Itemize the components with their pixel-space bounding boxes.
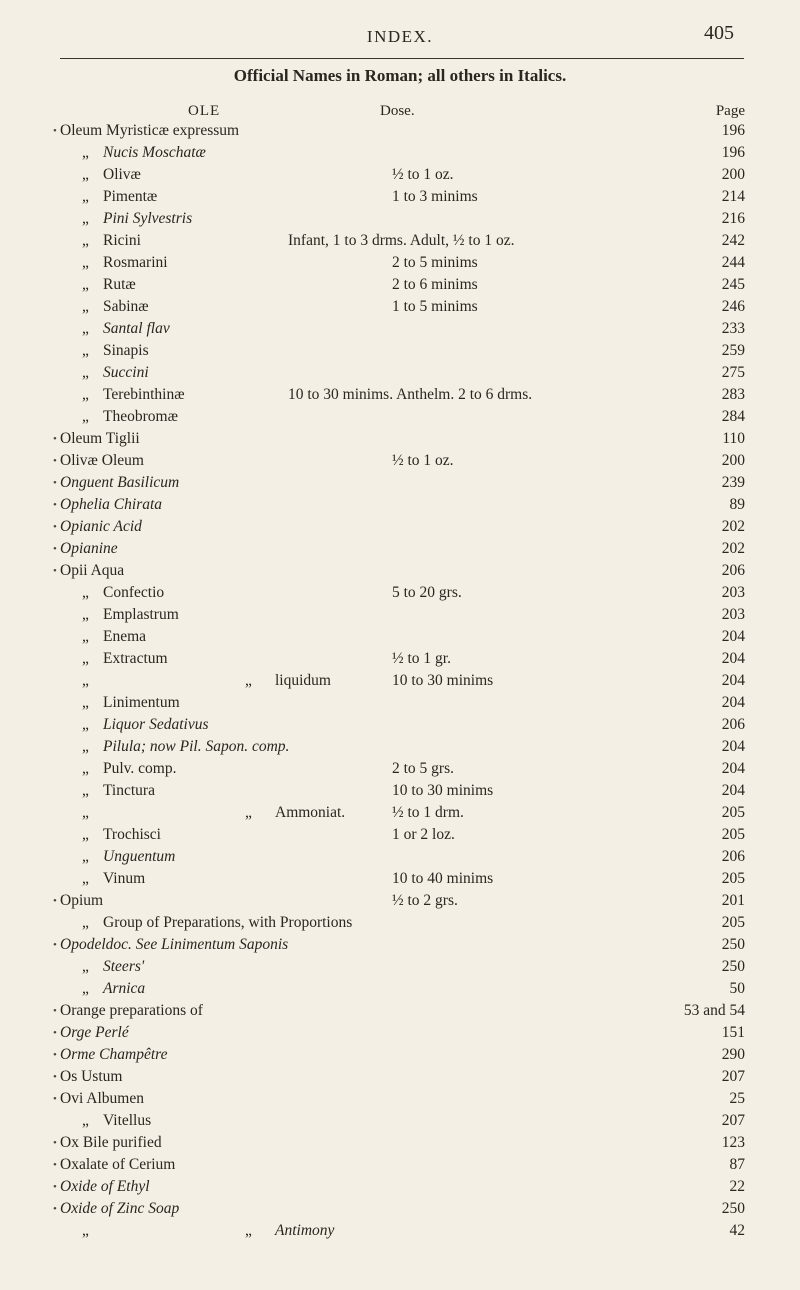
index-entry (50, 670, 745, 692)
ditto-mark: „ (82, 760, 89, 777)
entry-page: 110 (722, 430, 745, 447)
index-entry (50, 1044, 745, 1066)
ditto-mark: „ (82, 254, 89, 271)
ditto-mark: „ (82, 738, 89, 755)
entry-page: 205 (721, 914, 745, 931)
index-entries (50, 120, 745, 1242)
entry-page: 22 (729, 1178, 745, 1195)
ditto-mark: „ (82, 144, 89, 161)
entry-page: 207 (721, 1112, 745, 1129)
entry-name: Pulv. comp. (103, 760, 177, 777)
index-entry (50, 846, 745, 868)
index-entry (50, 1154, 745, 1176)
entry-page: 283 (721, 386, 745, 403)
entry-page: 204 (721, 782, 745, 799)
entry-page: 89 (729, 496, 745, 513)
entry-name: Terebinthinæ (103, 386, 185, 403)
ditto-mark: „ (82, 386, 89, 403)
entry-name: Linimentum (103, 694, 180, 711)
index-entry (50, 538, 745, 560)
entry-page: 204 (721, 628, 745, 645)
index-entry (50, 362, 745, 384)
entry-page: 202 (721, 540, 745, 557)
entry-mark: • (53, 1181, 57, 1193)
entry-page: 50 (729, 980, 745, 997)
entry-page: 239 (721, 474, 745, 491)
entry-dose: ½ to 1 gr. (392, 650, 451, 667)
entry-name: Ophelia Chirata (60, 496, 163, 513)
entry-mark: • (53, 1093, 57, 1105)
entry-name: Opium (60, 892, 104, 909)
entry-name: Oxide of Ethyl (60, 1178, 150, 1195)
entry-name: Pimentæ (103, 188, 158, 205)
index-entry (50, 824, 745, 846)
entry-name: Opii Aqua (60, 562, 125, 579)
index-entry (50, 164, 745, 186)
ditto-mark: „ (82, 958, 89, 975)
entry-dose: 1 or 2 loz. (392, 826, 455, 843)
entry-dose: 10 to 30 minims (392, 782, 494, 799)
index-entry (50, 560, 745, 582)
entry-name: Group of Preparations, with Proportions (103, 914, 353, 931)
entry-page: 203 (721, 606, 745, 623)
entry-name: Orange preparations of (60, 1002, 203, 1019)
entry-name: Os Ustum (60, 1068, 123, 1085)
entry-dose: ½ to 1 drm. (392, 804, 464, 821)
index-entry (50, 934, 745, 956)
entry-mark: • (53, 895, 57, 907)
entry-mark: • (53, 565, 57, 577)
index-entry (50, 120, 745, 142)
entry-name: Olivæ (103, 166, 141, 183)
entry-mark: • (53, 1071, 57, 1083)
ditto-mark: „ (82, 584, 89, 601)
entry-name: Olivæ Oleum (60, 452, 144, 469)
entry-mark: • (53, 433, 57, 445)
index-entry (50, 1000, 745, 1022)
entry-name: Emplastrum (103, 606, 179, 623)
entry-page: 204 (721, 672, 745, 689)
entry-page: 200 (721, 166, 745, 183)
entry-name: Oleum Tiglii (60, 430, 140, 447)
ditto-mark: „ (82, 848, 89, 865)
entry-page: 196 (721, 144, 745, 161)
entry-name: Santal flav (103, 320, 170, 337)
entry-page: 42 (729, 1222, 745, 1239)
index-entry (50, 1066, 745, 1088)
entry-dose: 1 to 5 minims (392, 298, 478, 315)
index-entry (50, 868, 745, 890)
entry-name: Tinctura (103, 782, 155, 799)
entry-name: Theobromæ (103, 408, 178, 425)
entry-dose: Infant, 1 to 3 drms. Adult, ½ to 1 oz. (288, 232, 515, 249)
header-rule (60, 58, 744, 59)
index-entry (50, 648, 745, 670)
entry-page: 87 (729, 1156, 745, 1173)
ditto-mark: „ (82, 672, 89, 689)
entry-name: Pini Sylvestris (103, 210, 193, 227)
entry-name: Ox Bile purified (60, 1134, 162, 1151)
entry-mark: • (53, 455, 57, 467)
ditto-mark: „ (82, 166, 89, 183)
entry-name: Rosmarini (103, 254, 168, 271)
index-entry (50, 1088, 745, 1110)
ditto-mark: „ (82, 980, 89, 997)
index-entry (50, 494, 745, 516)
ditto-mark: „ (82, 716, 89, 733)
entry-mark: • (53, 477, 57, 489)
page-number: 405 (704, 22, 734, 44)
index-entry (50, 1176, 745, 1198)
ditto-mark: „ (82, 606, 89, 623)
ditto-mark: „ (82, 650, 89, 667)
ditto-mark: „ (82, 408, 89, 425)
entry-page: 242 (721, 232, 745, 249)
entry-dose: 2 to 5 grs. (392, 760, 454, 777)
ditto-mark: „ (82, 276, 89, 293)
entry-page: 205 (721, 870, 745, 887)
entry-name: Pilula; now Pil. Sapon. comp. (103, 738, 290, 755)
index-entry (50, 186, 745, 208)
index-entry (50, 1220, 745, 1242)
entry-page: 204 (721, 760, 745, 777)
ditto-mark-secondary: „ (245, 1222, 252, 1239)
entry-name: Confectio (103, 584, 165, 601)
index-entry (50, 450, 745, 472)
entry-name: Opianic Acid (60, 518, 142, 535)
entry-name: Oxide of Zinc Soap (60, 1200, 180, 1217)
entry-name: Oxalate of Cerium (60, 1156, 176, 1173)
entry-page: 214 (721, 188, 745, 205)
entry-page: 216 (721, 210, 745, 227)
index-entry (50, 274, 745, 296)
entry-dose: 5 to 20 grs. (392, 584, 462, 601)
entry-dose: 2 to 5 minims (392, 254, 478, 271)
page-title: INDEX. (366, 27, 434, 46)
entry-page: 25 (729, 1090, 745, 1107)
index-entry (50, 340, 745, 362)
index-entry (50, 230, 745, 252)
entry-dose: ½ to 2 grs. (392, 892, 458, 909)
index-entry (50, 516, 745, 538)
index-entry (50, 318, 745, 340)
entry-name: Sabinæ (103, 298, 149, 315)
index-entry (50, 252, 745, 274)
entry-page: 204 (721, 738, 745, 755)
entry-page: 275 (721, 364, 745, 381)
entry-name: Unguentum (103, 848, 176, 865)
entry-name: liquidum (275, 672, 331, 689)
index-entry (50, 692, 745, 714)
entry-page: 284 (721, 408, 745, 425)
entry-mark: • (53, 1049, 57, 1061)
entry-name: Onguent Basilicum (60, 474, 180, 491)
index-entry (50, 296, 745, 318)
entry-page: 203 (721, 584, 745, 601)
column-head-section: OLE (188, 103, 221, 119)
ditto-mark: „ (82, 826, 89, 843)
legend-line: Official Names in Roman; all others in Italics. (233, 66, 567, 85)
ditto-mark: „ (82, 188, 89, 205)
entry-name: Liquor Sedativus (103, 716, 209, 733)
entry-name: Oleum Myristicæ expressum (60, 122, 240, 139)
entry-mark: • (53, 1203, 57, 1215)
index-entry (50, 582, 745, 604)
index-entry (50, 142, 745, 164)
column-head-page: Page (715, 103, 745, 119)
entry-dose: 2 to 6 minims (392, 276, 478, 293)
ditto-mark: „ (82, 364, 89, 381)
ditto-mark: „ (82, 694, 89, 711)
index-entry (50, 956, 745, 978)
index-entry (50, 604, 745, 626)
entry-mark: • (53, 1137, 57, 1149)
ditto-mark: „ (82, 342, 89, 359)
entry-page: 201 (721, 892, 745, 909)
entry-page: 196 (721, 122, 745, 139)
entry-dose: 10 to 40 minims (392, 870, 494, 887)
entry-page: 206 (721, 716, 745, 733)
entry-page: 206 (721, 562, 745, 579)
entry-name: Arnica (103, 980, 146, 997)
entry-dose: ½ to 1 oz. (392, 452, 454, 469)
entry-mark: • (53, 939, 57, 951)
entry-mark: • (53, 521, 57, 533)
index-entry (50, 384, 745, 406)
ditto-mark: „ (82, 232, 89, 249)
entry-page: 244 (721, 254, 745, 271)
index-entry (50, 472, 745, 494)
entry-mark: • (53, 1005, 57, 1017)
entry-name: Opianine (60, 540, 118, 557)
index-entry (50, 1132, 745, 1154)
entry-page: 290 (721, 1046, 745, 1063)
ditto-mark-secondary: „ (245, 672, 252, 689)
entry-name: Rutæ (103, 276, 136, 293)
entry-page: 250 (721, 1200, 745, 1217)
entry-name: Steers' (103, 958, 145, 975)
entry-page: 245 (721, 276, 745, 293)
entry-name: Opodeldoc. See Linimentum Saponis (60, 936, 289, 953)
entry-name: Succini (103, 364, 149, 381)
entry-page: 151 (721, 1024, 745, 1041)
entry-page: 207 (721, 1068, 745, 1085)
entry-name: Ammoniat. (275, 804, 346, 821)
index-entry (50, 428, 745, 450)
ditto-mark: „ (82, 298, 89, 315)
ditto-mark: „ (82, 870, 89, 887)
index-entry (50, 890, 745, 912)
entry-mark: • (53, 499, 57, 511)
ditto-mark: „ (82, 320, 89, 337)
column-head-dose: Dose. (380, 103, 415, 119)
entry-name: Ricini (103, 232, 141, 249)
entry-page: 204 (721, 650, 745, 667)
entry-name: Vitellus (103, 1112, 152, 1129)
ditto-mark-secondary: „ (245, 804, 252, 821)
entry-name: Enema (103, 628, 147, 645)
entry-page: 200 (721, 452, 745, 469)
entry-page: 202 (721, 518, 745, 535)
entry-dose: 1 to 3 minims (392, 188, 478, 205)
entry-name: Nucis Moschatæ (103, 144, 206, 161)
entry-page: 53 and 54 (683, 1002, 745, 1019)
entry-dose: 10 to 30 minims. Anthelm. 2 to 6 drms. (288, 386, 533, 403)
entry-page: 206 (721, 848, 745, 865)
entry-name: Vinum (103, 870, 146, 887)
entry-name: Orme Champêtre (60, 1046, 168, 1063)
entry-page: 205 (721, 804, 745, 821)
entry-page: 123 (721, 1134, 745, 1151)
entry-name: Trochisci (103, 826, 161, 843)
index-entry (50, 1110, 745, 1132)
entry-name: Orge Perlé (60, 1024, 129, 1041)
index-entry (50, 978, 745, 1000)
ditto-mark: „ (82, 782, 89, 799)
index-entry (50, 406, 745, 428)
index-entry (50, 780, 745, 802)
ditto-mark: „ (82, 804, 89, 821)
entry-page: 250 (721, 958, 745, 975)
index-entry (50, 802, 745, 824)
entry-dose: ½ to 1 oz. (392, 166, 454, 183)
entry-page: 233 (721, 320, 745, 337)
index-entry (50, 758, 745, 780)
entry-page: 259 (721, 342, 745, 359)
entry-page: 204 (721, 694, 745, 711)
ditto-mark: „ (82, 1222, 89, 1239)
entry-name: Ovi Albumen (60, 1090, 144, 1107)
entry-page: 246 (721, 298, 745, 315)
index-entry (50, 714, 745, 736)
index-entry (50, 208, 745, 230)
entry-mark: • (53, 1027, 57, 1039)
ditto-mark: „ (82, 914, 89, 931)
entry-name: Antimony (275, 1222, 335, 1239)
index-entry (50, 912, 745, 934)
index-entry (50, 1022, 745, 1044)
index-entry (50, 626, 745, 648)
entry-page: 205 (721, 826, 745, 843)
entry-mark: • (53, 1159, 57, 1171)
ditto-mark: „ (82, 210, 89, 227)
entry-mark: • (53, 543, 57, 555)
index-entry (50, 736, 745, 758)
ditto-mark: „ (82, 1112, 89, 1129)
index-entry (50, 1198, 745, 1220)
ditto-mark: „ (82, 628, 89, 645)
entry-dose: 10 to 30 minims (392, 672, 494, 689)
entry-name: Extractum (103, 650, 168, 667)
entry-name: Sinapis (103, 342, 149, 359)
entry-page: 250 (721, 936, 745, 953)
entry-mark: • (53, 125, 57, 137)
